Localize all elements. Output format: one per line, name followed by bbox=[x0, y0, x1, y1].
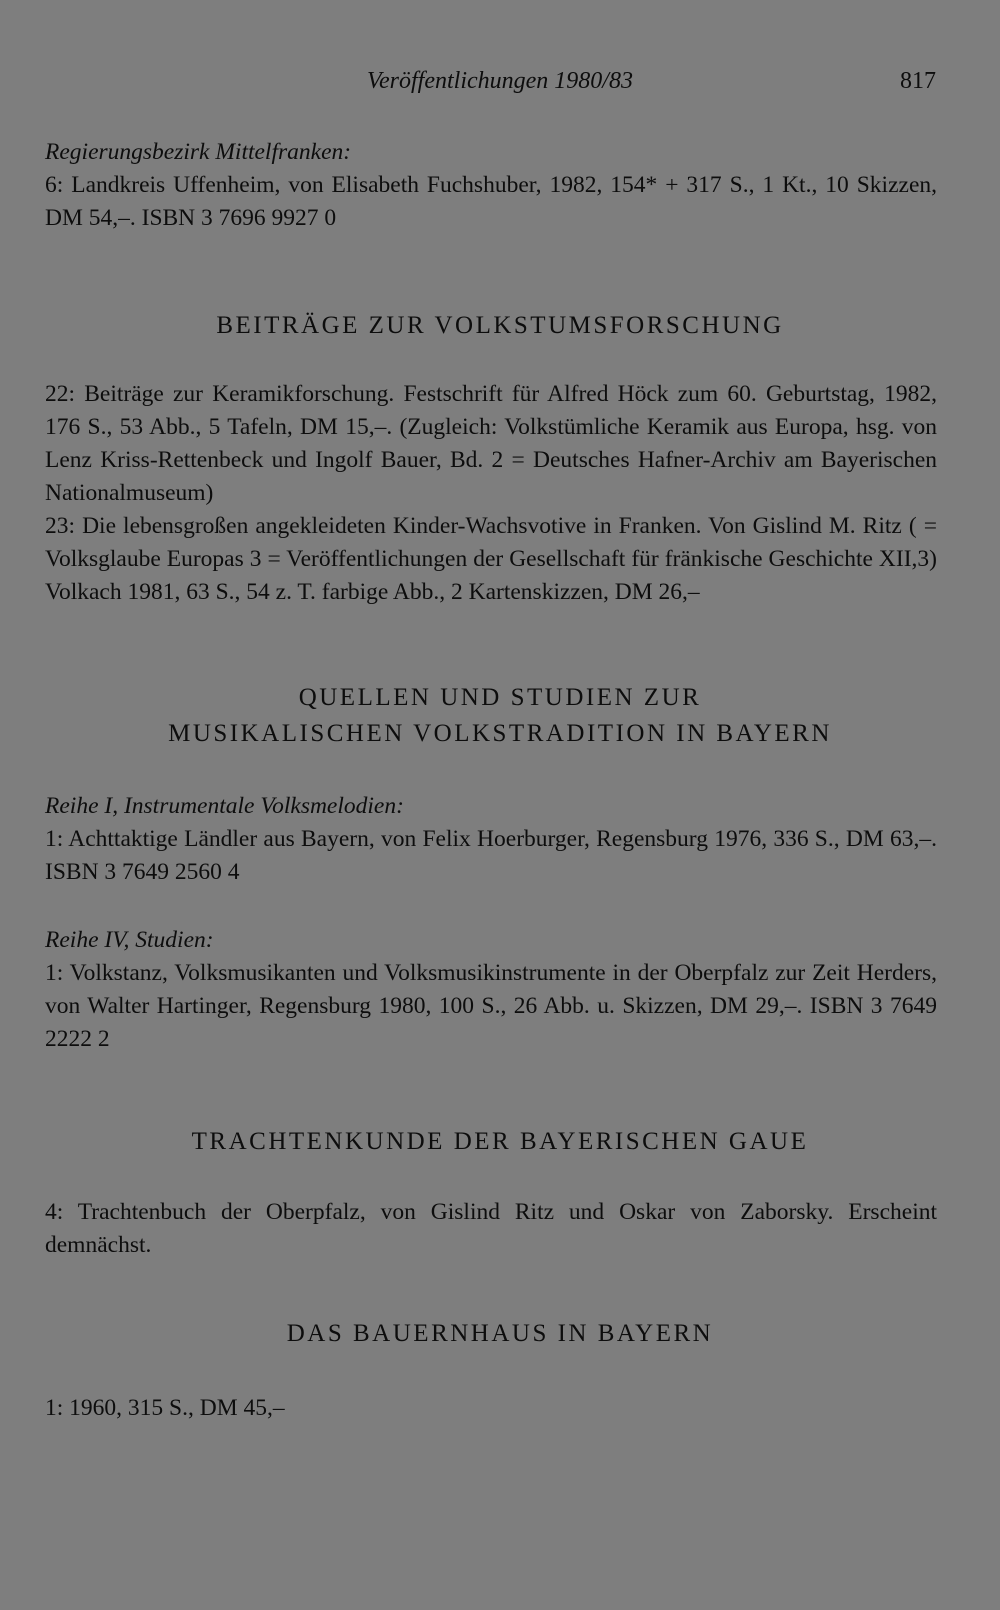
entry-laendler: 1: Achttaktige Ländler aus Bayern, von Felix Hoerburger, Regensburg 1976, 336 S., DM 63,–. ISBN 3 7649 2560 4 bbox=[45, 826, 937, 885]
volkstum-entries bbox=[45, 378, 937, 609]
subhead-reihe1: Reihe I, Instrumentale Volksmelodien: bbox=[45, 793, 404, 819]
mittelfranken-block bbox=[45, 136, 937, 235]
entry-22: 22: Beiträge zur Keramikforschung. Festschrift für Alfred Höck zum 60. Geburtstag, 1982, 176 S., 53 Abb., 5 Tafeln, DM 15,–. (Zugleich: Volkstümliche Keramik aus Europa, hsg. von Lenz Kriss-Rettenbeck und Ingolf Bauer, Bd. 2 = Deutsches Hafner-Archiv am Bayerischen Nationalmuseum) bbox=[45, 381, 937, 506]
heading-musik-line2: MUSIKALISCHEN VOLKSTRADITION IN BAYERN bbox=[168, 720, 832, 747]
reihe4-block bbox=[45, 924, 937, 1056]
heading-bauernhaus: DAS BAUERNHAUS IN BAYERN bbox=[286, 1320, 714, 1347]
heading-trachtenkunde: TRACHTENKUNDE DER BAYERISCHEN GAUE bbox=[191, 1128, 809, 1155]
tracht-block bbox=[45, 1196, 937, 1262]
heading-volkstumsforschung: BEITRÄGE ZUR VOLKSTUMSFORSCHUNG bbox=[216, 312, 784, 339]
entry-volkstanz: 1: Volkstanz, Volksmusikanten und Volksmusikinstrumente in der Oberpfalz zur Zeit Herders, von Walter Hartinger, Regensburg 1980, 100 S., 26 Abb. u. Skizzen, DM 29,–. ISBN 3 7649 2222 2 bbox=[45, 960, 937, 1052]
entry-trachtenbuch: 4: Trachtenbuch der Oberpfalz, von Gislind Ritz und Oskar von Zaborsky. Erscheint demnächst. bbox=[45, 1199, 937, 1258]
entry-23: 23: Die lebensgroßen angekleideten Kinder-Wachsvotive in Franken. Von Gislind M. Ritz ( = Volksglaube Europas 3 = Veröffentlichungen der Gesellschaft für fränkische Geschichte XII,3) Volkach 1981, 63 S., 54 z. T. farbige Abb., 2 Kartenskizzen, DM 26,– bbox=[45, 513, 937, 605]
running-title: Veröffentlichungen 1980/83 bbox=[367, 68, 633, 94]
subhead-mittelfranken: Regierungsbezirk Mittelfranken: bbox=[45, 139, 352, 165]
bauernhaus-block bbox=[45, 1392, 937, 1425]
page-number: 817 bbox=[900, 68, 936, 94]
entry-bauernhaus-1: 1: 1960, 315 S., DM 45,– bbox=[45, 1395, 285, 1421]
subhead-reihe4: Reihe IV, Studien: bbox=[45, 927, 214, 953]
heading-musik-line1: QUELLEN UND STUDIEN ZUR bbox=[298, 684, 702, 711]
reihe1-block bbox=[45, 790, 937, 889]
entry-uffenheim: 6: Landkreis Uffenheim, von Elisabeth Fuchshuber, 1982, 154* + 317 S., 1 Kt., 10 Skizzen, DM 54,–. ISBN 3 7696 9927 0 bbox=[45, 172, 937, 231]
